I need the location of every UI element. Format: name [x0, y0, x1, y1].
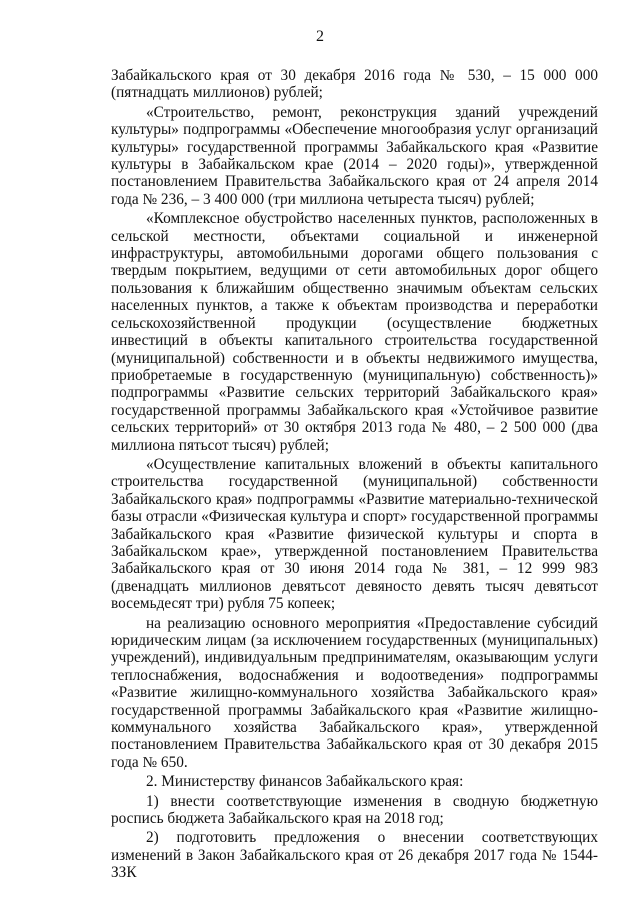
document-body — [111, 67, 598, 882]
paragraph-subsidies-utilities: на реализацию основного мероприятия «Предоставление субсидий юридическим лицам (за исключением государственных (муниципальных) учреждений), индивидуальным предпринимателям, оказывающим услуги теплоснабжения, водоснабжения и водоотведения» подпрограммы «Развитие жилищно-коммунального хозяйства Забайкальского края» государственной программы Забайкальского края «Развитие жилищно-коммунального хозяйства Забайкальского края», утвержденной постановлением Правительства Забайкальского края от 30 декабря 2015 года № 650. — [111, 614, 598, 771]
paragraph-continuation: Забайкальского края от 30 декабря 2016 года № 530, – 15 000 000 (пятнадцать миллионов) рублей; — [111, 67, 598, 102]
paragraph-item-2: 2) подготовить предложения о внесении соответствующих изменений в Закон Забайкальского края от 26 декабря 2017 года № 1544-ЗЗК — [111, 829, 598, 882]
paragraph-rural-infrastructure: «Комплексное обустройство населенных пунктов, расположенных в сельской местности, объектами социальной и инженерной инфраструктуры, автомобильными дорогами общего пользования с твердым покрытием, ведущими от сети автомобильных дорог общего пользования к ближайшим общественно значимым объектам сельских населенных пунктов, а также к объектам производства и переработки сельскохозяйственной продукции (осуществление бюджетных инвестиций в объекты капитального строительства государственной (муниципальной) собственности и в объекты недвижимого имущества, приобретаемые в государственную (муниципальную) собственность)» подпрограммы «Развитие сельских территорий Забайкальского края» государственной программы Забайкальского края «Устойчивое развитие сельских территорий» от 30 октября 2013 года № 480, – 2 500 000 (два миллиона пятьсот тысяч) рублей; — [111, 210, 598, 454]
paragraph-item-1: 1) внести соответствующие изменения в сводную бюджетную роспись бюджета Забайкальского края на 2018 год; — [111, 792, 598, 828]
page-number: 2 — [316, 28, 324, 45]
paragraph-ministry-of-finance: 2. Министерству финансов Забайкальского края: — [146, 773, 464, 791]
paragraph-capital-investments-sport: «Осуществление капитальных вложений в объекты капитального строительства государственной (муниципальной) собственности Забайкальского края» подпрограммы «Развитие материально-технической базы отрасли «Физическая культура и спорт» государственной программы Забайкальского края «Развитие физической культуры и спорта в Забайкальском крае», утвержденной постановлением Правительства Забайкальского края от 30 июня 2014 года № 381, – 12 999 983 (двенадцать миллионов девятьсот девяносто девять тысяч девятьсот восемьдесят три) рубля 75 копеек; — [111, 455, 598, 613]
paragraph-culture-buildings: «Строительство, ремонт, реконструкция зданий учреждений культуры» подпрограммы «Обеспечение многообразия услуг организаций культуры» государственной программы Забайкальского края «Развитие культуры в Забайкальском крае (2014 – 2020 годы)», утвержденной постановлением Правительства Забайкальского края от 24 апреля 2014 года № 236, – 3 400 000 (три миллиона четыреста тысяч) рублей; — [111, 103, 598, 208]
